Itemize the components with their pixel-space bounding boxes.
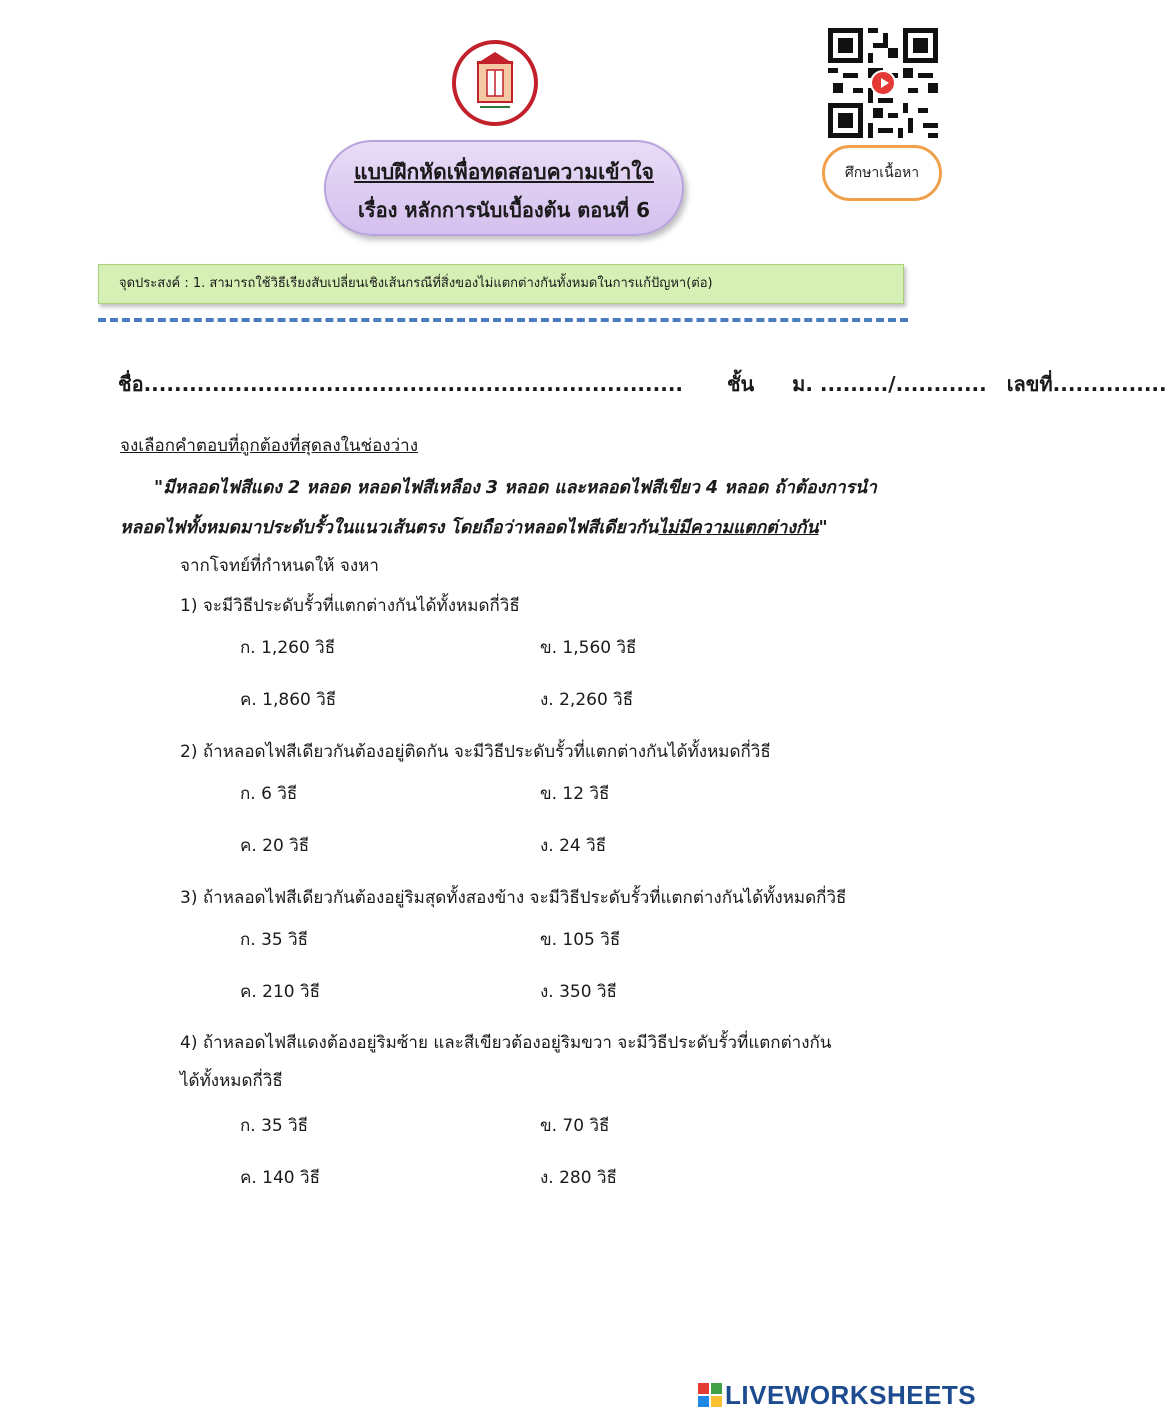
class-field[interactable]: ม. ........./............: [792, 372, 987, 396]
worksheet-subtitle: เรื่อง หลักการนับเบื้องต้น ตอนที่ 6: [358, 198, 650, 222]
q2-option-b[interactable]: ข. 12 วิธี: [540, 784, 610, 804]
objective-bar: จุดประสงค์ : 1. สามารถใช้วิธีเรียงสับเปลี่ยนเชิงเส้นกรณีที่สิ่งของไม่แตกต่างกันทั้งหมดในการแก้ปัญหา(ต่อ): [98, 264, 904, 304]
study-content-button[interactable]: ศึกษาเนื้อหา: [822, 145, 942, 201]
q4-option-d[interactable]: ง. 280 วิธี: [540, 1168, 617, 1188]
q4-option-b[interactable]: ข. 70 วิธี: [540, 1116, 610, 1136]
problem-statement: [120, 468, 890, 548]
school-logo: [452, 40, 538, 126]
question-1: 1) จะมีวิธีประดับรั้วที่แตกต่างกันได้ทั้งหมดกี่วิธี: [180, 596, 520, 616]
q4-option-a[interactable]: ก. 35 วิธี: [240, 1116, 309, 1136]
story-close-quote: ": [818, 518, 828, 538]
q2-option-c[interactable]: ค. 20 วิธี: [240, 836, 310, 856]
q3-option-c[interactable]: ค. 210 วิธี: [240, 982, 320, 1002]
q3-option-b[interactable]: ข. 105 วิธี: [540, 930, 621, 950]
class-label: ชั้น: [726, 372, 755, 396]
q1-option-c[interactable]: ค. 1,860 วิธี: [240, 690, 337, 710]
q2-option-d[interactable]: ง. 24 วิธี: [540, 836, 607, 856]
q3-option-d[interactable]: ง. 350 วิธี: [540, 982, 617, 1002]
name-label[interactable]: ชื่อ.......................................................................: [118, 372, 684, 396]
story-emphasis: ไม่มีความแตกต่างกัน: [658, 518, 819, 538]
student-info: [118, 368, 1167, 400]
question-4: 4) ถ้าหลอดไฟสีแดงต้องอยู่ริมซ้าย และสีเขียวต้องอยู่ริมขวา จะมีวิธีประดับรั้วที่แตกต่างกัน ได้ทั้งหมดกี่วิธี: [180, 1033, 832, 1091]
question-3: 3) ถ้าหลอดไฟสีเดียวกันต้องอยู่ริมสุดทั้งสองข้าง จะมีวิธีประดับรั้วที่แตกต่างกันได้ทั้งหมดกี่วิธี: [180, 888, 847, 908]
play-icon[interactable]: [870, 70, 896, 96]
brand-grid-icon: [698, 1383, 722, 1407]
instruction: จงเลือกคำตอบที่ถูกต้องที่สุดลงในช่องว่าง: [120, 436, 418, 456]
brand-text: LIVEWORKSHEETS: [725, 1379, 977, 1410]
worksheet-title: แบบฝึกหัดเพื่อทดสอบความเข้าใจ: [354, 160, 654, 184]
number-field[interactable]: เลขที่...............: [1006, 372, 1167, 396]
liveworksheets-brand[interactable]: [698, 1380, 976, 1410]
q2-option-a[interactable]: ก. 6 วิธี: [240, 784, 298, 804]
story-text: "มีหลอดไฟสีแดง 2 หลอด หลอดไฟสีเหลือง 3 หลอด และหลอดไฟสีเขียว 4 หลอด ถ้าต้องการนำหลอดไฟทั้งหมดมาประดับรั้วในแนวเส้นตรง โดยถือว่าหลอดไฟสีเดียวกัน: [120, 478, 877, 538]
q1-option-d[interactable]: ง. 2,260 วิธี: [540, 690, 634, 710]
question-2: 2) ถ้าหลอดไฟสีเดียวกันต้องอยู่ติดกัน จะมีวิธีประดับรั้วที่แตกต่างกันได้ทั้งหมดกี่วิธี: [180, 742, 771, 762]
q4-option-c[interactable]: ค. 140 วิธี: [240, 1168, 320, 1188]
title-banner: [324, 140, 684, 236]
prompt: จากโจทย์ที่กำหนดให้ จงหา: [180, 556, 379, 576]
school-emblem-icon: [456, 44, 534, 122]
q3-option-a[interactable]: ก. 35 วิธี: [240, 930, 309, 950]
divider: [98, 318, 908, 322]
q1-option-b[interactable]: ข. 1,560 วิธี: [540, 638, 637, 658]
q1-option-a[interactable]: ก. 1,260 วิธี: [240, 638, 336, 658]
